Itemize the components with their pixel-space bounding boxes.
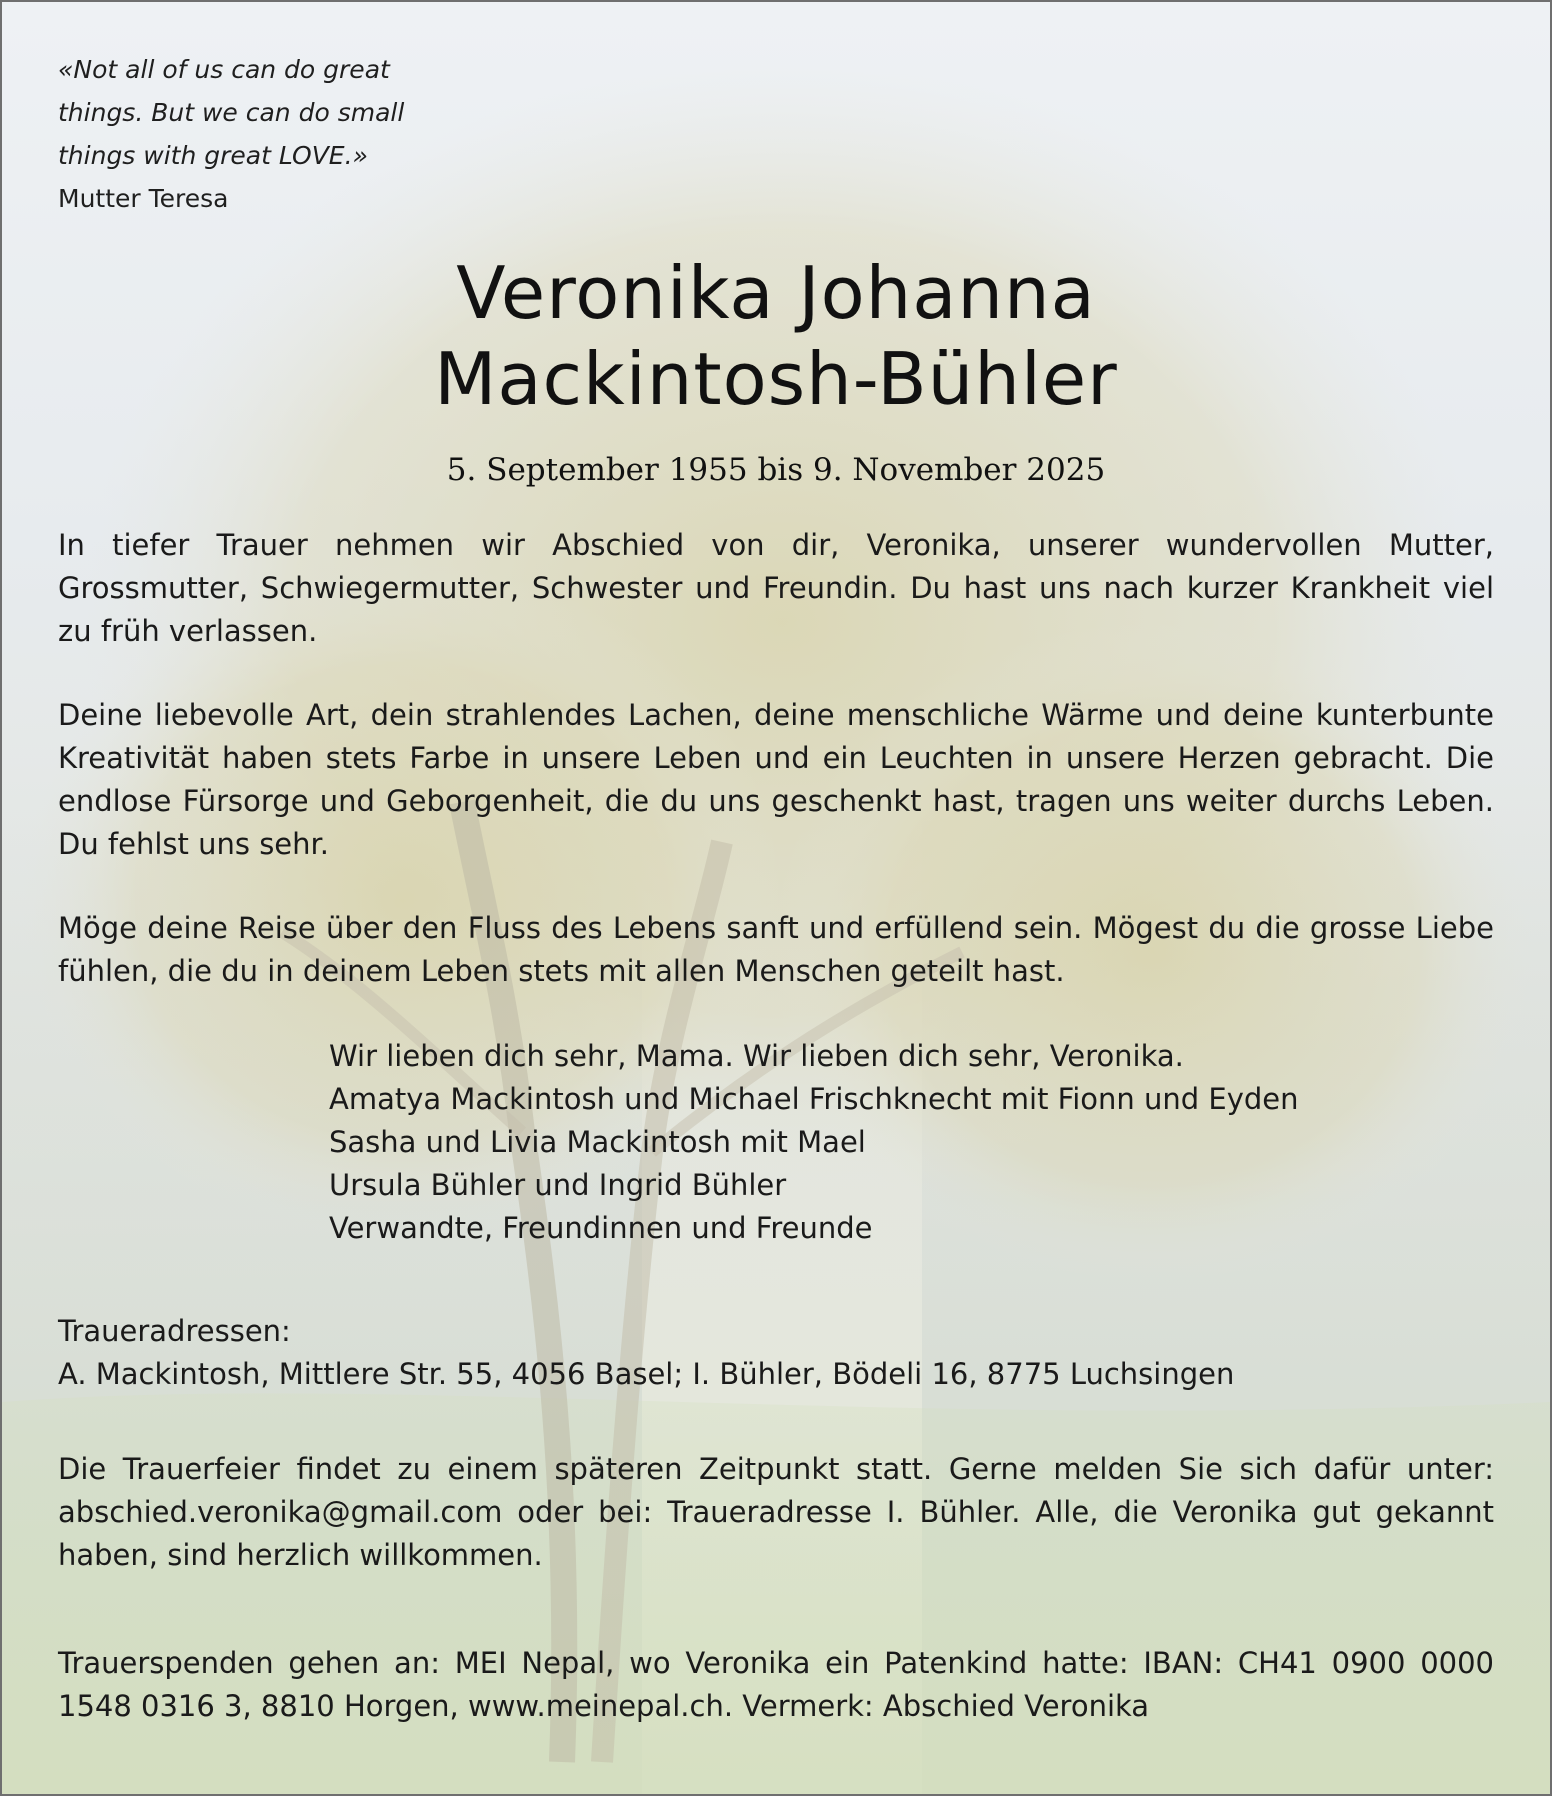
addresses-label: Traueradressen:: [58, 1314, 291, 1348]
signatories-list: [329, 1035, 1489, 1250]
signatory-line: Wir lieben dich sehr, Mama. Wir lieben dich sehr, Veronika.: [329, 1039, 1184, 1073]
quote-line: «Not all of us can do great: [58, 55, 390, 84]
signatory-line: Sasha und Livia Mackintosh mit Mael: [329, 1125, 866, 1159]
signatory-line: Ursula Bühler und Ingrid Bühler: [329, 1168, 787, 1202]
name-line-last: Mackintosh-Bühler: [434, 337, 1118, 421]
quote-line: things with great LOVE.»: [58, 141, 368, 170]
donations-paragraph: Trauerspenden gehen an: MEI Nepal, wo Veronika ein Patenkind hatte: IBAN: CH41 0900 0000 1548 0316 3, 8810 Horgen, www.meinepal.ch. Vermerk: Abschied Veronika: [58, 1646, 1494, 1723]
signatory-line: Verwandte, Freundinnen und Freunde: [329, 1211, 873, 1245]
name-line-first: Veronika Johanna: [456, 251, 1096, 335]
quote-author: Mutter Teresa: [58, 184, 229, 213]
farewell-paragraph: Möge deine Reise über den Fluss des Lebens sanft und erfüllend sein. Mögest du die grosse Liebe fühlen, die du in deinem Leben stets mit allen Menschen geteilt hast.: [58, 911, 1494, 988]
deceased-name: [2, 250, 1550, 422]
quote-line: things. But we can do small: [58, 98, 405, 127]
life-dates: 5. September 1955 bis 9. November 2025: [446, 452, 1106, 488]
ceremony-paragraph: Die Trauerfeier findet zu einem späteren Zeitpunkt statt. Gerne melden Sie sich dafür unter: abschied.veronika@gmail.com oder bei: Traueradresse I. Bühler. Alle, die Veronika gut gekannt haben, sind herzlich willkommen.: [58, 1452, 1494, 1572]
signatory-line: Amatya Mackintosh und Michael Frischknecht mit Fionn und Eyden: [329, 1082, 1299, 1116]
addresses-value: A. Mackintosh, Mittlere Str. 55, 4056 Basel; I. Bühler, Bödeli 16, 8775 Luchsingen: [58, 1357, 1235, 1391]
mourning-paragraph: In tiefer Trauer nehmen wir Abschied von dir, Veronika, unserer wundervollen Mutter, Grossmutter, Schwiegermutter, Schwester und Freundin. Du hast uns nach kurzer Krankheit viel zu früh verlassen.: [58, 528, 1494, 648]
epigraph-quote: [58, 48, 458, 220]
tribute-paragraph: Deine liebevolle Art, dein strahlendes Lachen, deine menschliche Wärme und deine kunterbunte Kreativität haben stets Farbe in unsere Leben und ein Leuchten in unsere Herzen gebracht. Die endlose Fürsorge und Geborgenheit, die du uns geschenkt hast, tragen uns weiter durchs Leben. Du fehlst uns sehr.: [58, 698, 1494, 861]
mourning-addresses: [58, 1310, 1494, 1396]
